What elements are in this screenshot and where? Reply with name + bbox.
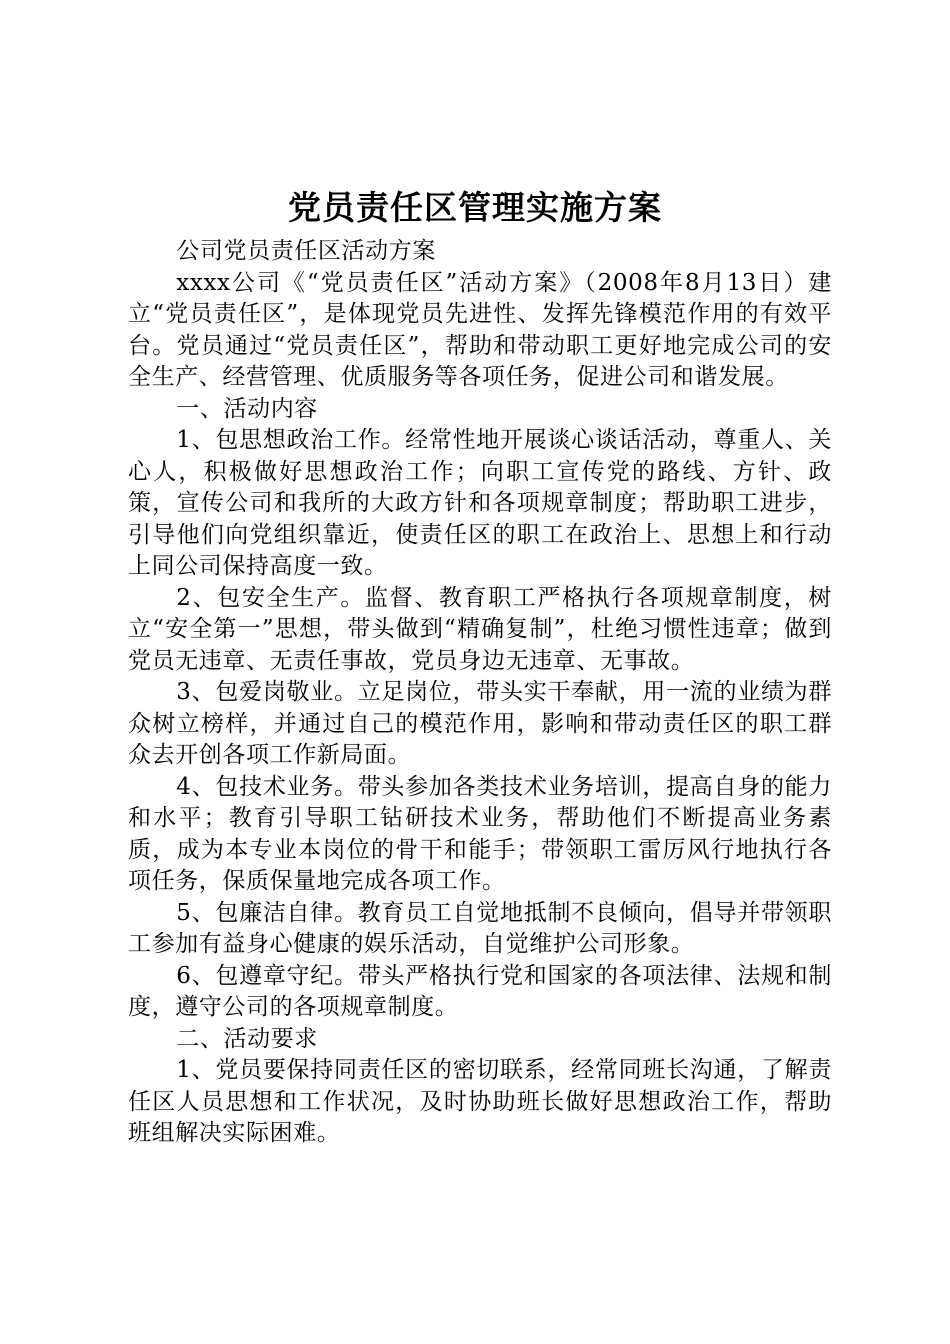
paragraph-subtitle: 公司党员责任区活动方案 — [176, 238, 436, 264]
paragraph-item-2: 2、包安全生产。监督、教育职工严格执行各项规章制度，树立“安全第一”思想，带头做到“精确复制”，杜绝习惯性违章；做到党员无违章、无责任事故，党员身边无违章、无事故。 — [128, 584, 832, 674]
paragraph-requirement-1: 1、党员要保持同责任区的密切联系，经常同班长沟通，了解责任区人员思想和工作状况，及时协助班长做好思想政治工作，帮助班组解决实际困难。 — [128, 1057, 832, 1146]
section-heading-activity-requirements: 二、活动要求 — [176, 1025, 318, 1052]
document-title: 党员责任区管理实施方案 — [288, 188, 662, 227]
paragraph-item-6: 6、包遵章守纪。带头严格执行党和国家的各项法律、法规和制度，遵守公司的各项规章制度。 — [128, 962, 832, 1020]
paragraph-intro: xxxx公司《“党员责任区”活动方案》（2008年8月13日）建立“党员责任区”，是体现党员先进性、发挥先锋模范作用的有效平台。党员通过“党员责任区”，帮助和带动职工更好地完成公司的安全生产、经营管理、优质服务等各项任务，促进公司和谐发展。 — [128, 269, 832, 390]
document-body — [128, 236, 832, 1150]
section-heading-activity-content: 一、活动内容 — [176, 395, 318, 422]
paragraph-item-4: 4、包技术业务。带头参加各类技术业务培训，提高自身的能力和水平；教育引导职工钻研技术业务，帮助他们不断提高业务素质，成为本专业本岗位的骨干和能手；带领职工雷厉风行地执行各项任务，保质保量地完成各项工作。 — [128, 773, 832, 894]
paragraph-item-5: 5、包廉洁自律。教育员工自觉地抵制不良倾向，倡导并带领职工参加有益身心健康的娱乐活动，自觉维护公司形象。 — [128, 899, 832, 957]
paragraph-item-3: 3、包爱岗敬业。立足岗位，带头实干奉献，用一流的业绩为群众树立榜样，并通过自己的模范作用，影响和带动责任区的职工群众去开创各项工作新局面。 — [128, 679, 832, 768]
paragraph-item-1: 1、包思想政治工作。经常性地开展谈心谈话活动，尊重人、关心人，积极做好思想政治工作；向职工宣传党的路线、方针、政策，宣传公司和我所的大政方针和各项规章制度；帮助职工进步，引导他们向党组织靠近，使责任区的职工在政治上、思想上和行动上同公司保持高度一致。 — [128, 427, 832, 579]
